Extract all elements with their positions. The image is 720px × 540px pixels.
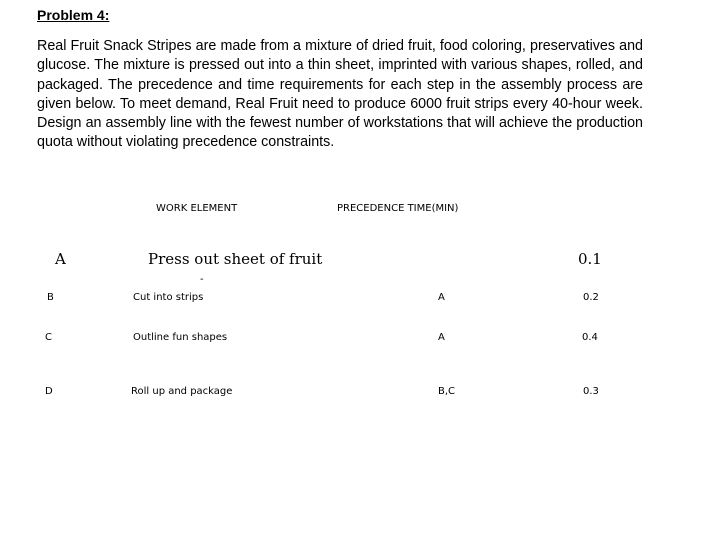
element-time: 0.2 bbox=[583, 292, 599, 303]
element-description: Roll up and package bbox=[131, 386, 233, 397]
element-precedence: - bbox=[200, 274, 204, 285]
element-description: Outline fun shapes bbox=[133, 332, 228, 343]
element-id: C bbox=[45, 332, 52, 343]
element-time: 0.1 bbox=[578, 250, 602, 268]
problem-description: Real Fruit Snack Stripes are made from a mixture of dried fruit, food coloring, preservatives and glucose. The mixture is pressed out into a thin sheet, imprinted with various shapes, rolled, and packaged. The precedence and time requirements for each step in the assembly process are given below. To meet demand, Real Fruit need to produce 6000 fruit strips every 40-hour week. Design an assembly line with the fewest number of workstations that will achieve the production quota without violating precedence constraints. bbox=[37, 38, 643, 151]
element-precedence: B,C bbox=[438, 386, 456, 397]
element-id: A bbox=[55, 250, 66, 268]
element-time: 0.3 bbox=[583, 386, 599, 397]
element-precedence: A bbox=[438, 292, 445, 303]
element-id: D bbox=[45, 386, 53, 397]
element-precedence: A bbox=[438, 332, 445, 343]
element-description: Cut into strips bbox=[133, 292, 204, 303]
element-description: Press out sheet of fruit bbox=[148, 250, 323, 268]
header-work-element: WORK ELEMENT bbox=[156, 203, 238, 214]
element-id: B bbox=[47, 292, 54, 303]
header-precedence-time: PRECEDENCE TIME(MIN) bbox=[337, 203, 459, 214]
element-time: 0.4 bbox=[582, 332, 598, 343]
problem-title: Problem 4: bbox=[37, 7, 110, 23]
